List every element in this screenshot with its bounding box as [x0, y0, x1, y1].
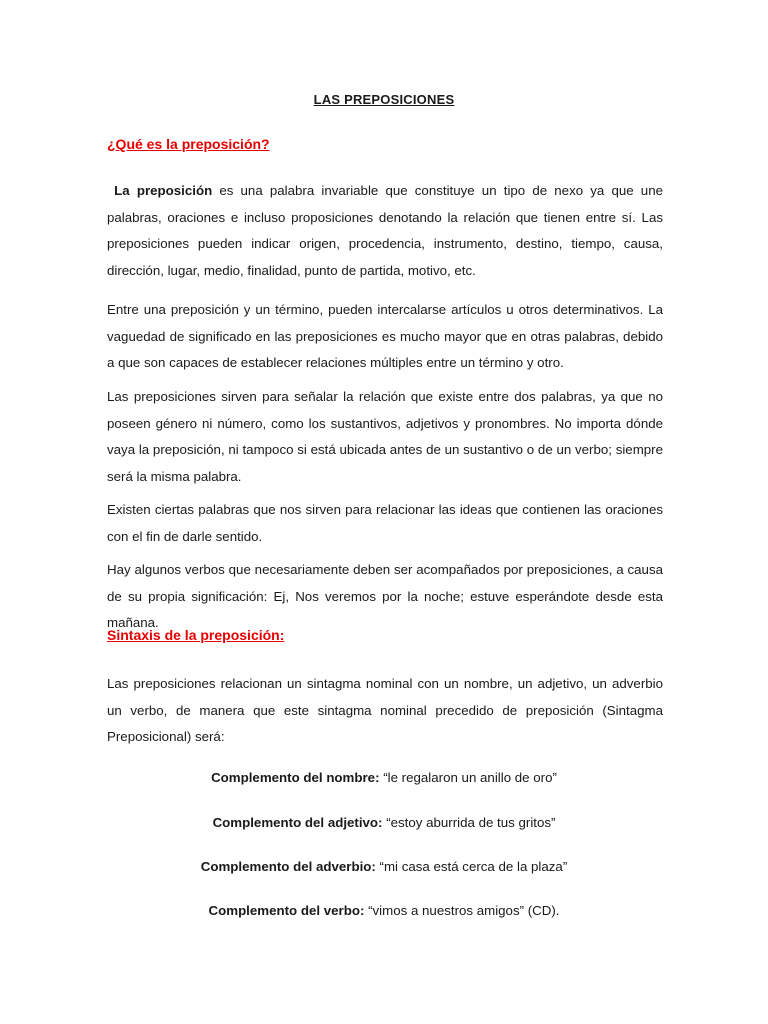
- paragraph-relation: Las preposiciones sirven para señalar la relación que existe entre dos palabras, ya que no poseen género ni número, como los sustantivos, adjetivos y pronombres. No importa dónde vaya la preposición, ni tampoco si está ubicada antes de un sustantivo o de un verbo; siempre será la misma palabra.: [107, 389, 663, 484]
- example-complemento-nombre: Complemento del nombre: “le regalaron un anillo de oro”: [211, 770, 557, 785]
- paragraph-connectors: Existen ciertas palabras que nos sirven para relacionar las ideas que contienen las oraciones con el fin de darle sentido.: [107, 502, 663, 544]
- definition-text: es una palabra invariable que constituye un tipo de nexo ya que une palabras, oraciones e incluso proposiciones denotando la relación que tienen entre sí. Las preposiciones pueden indicar origen, procedencia, instrumento, destino, tiempo, causa, dirección, lugar, medio, finalidad, punto de partida, motivo, etc.: [107, 183, 663, 278]
- paragraph-syntax: Las preposiciones relacionan un sintagma nominal con un nombre, un adjetivo, un adverbio un verbo, de manera que este sintagma nominal precedido de preposición (Sintagma Preposicional) será:: [107, 676, 663, 744]
- document-title: LAS PREPOSICIONES: [313, 92, 455, 107]
- paragraph-definition: [107, 178, 663, 284]
- example-complemento-verbo: Complemento del verbo: “vimos a nuestros amigos” (CD).: [208, 903, 560, 918]
- paragraph-verbs: Hay algunos verbos que necesariamente deben ser acompañados por preposiciones, a causa de su propia significación: Ej, Nos veremos por la noche; estuve esperándote desde esta mañana.: [107, 562, 663, 630]
- section-heading-sintaxis: Sintaxis de la preposición:: [107, 627, 285, 643]
- paragraph-term: Entre una preposición y un término, pueden intercalarse artículos u otros determinativos. La vaguedad de significado en las preposiciones es mucho mayor que en otras palabras, debido a que son capaces de establecer relaciones múltiples entre un término y otro.: [107, 302, 663, 370]
- section-heading-que-es: ¿Qué es la preposición?: [107, 136, 270, 152]
- example-complemento-adverbio: Complemento del adverbio: “mi casa está cerca de la plaza”: [200, 859, 568, 874]
- example-complemento-adjetivo: Complemento del adjetivo: “estoy aburrida de tus gritos”: [212, 815, 556, 830]
- definition-term: La preposición: [114, 183, 213, 198]
